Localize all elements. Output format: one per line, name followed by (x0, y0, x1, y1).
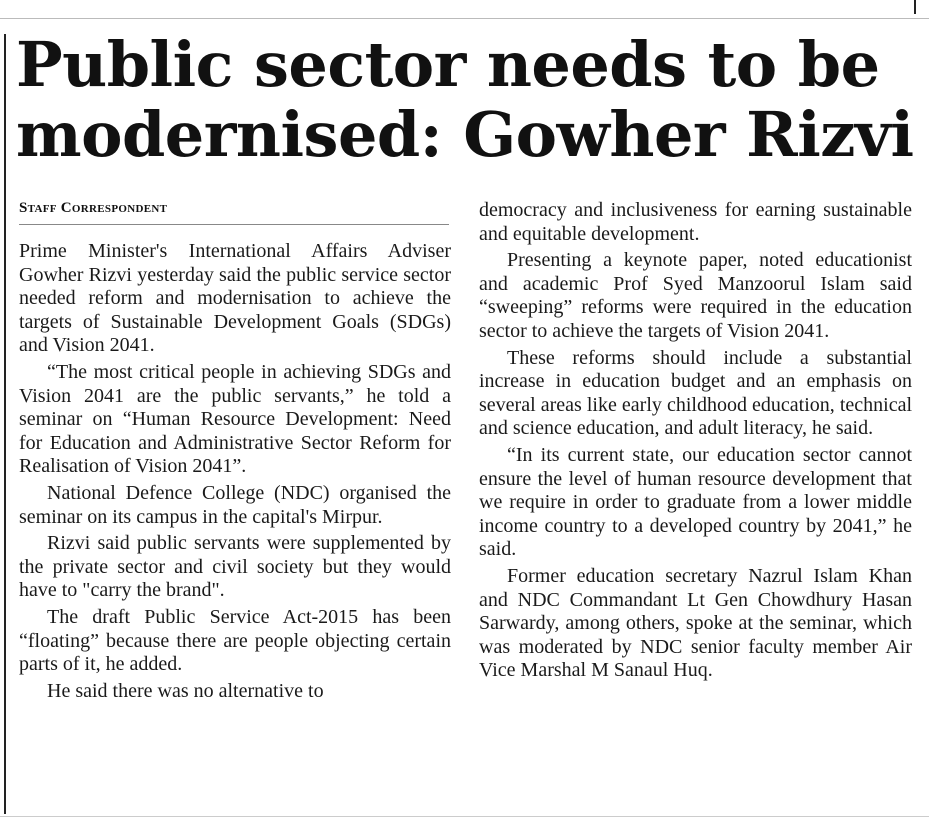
paragraph: Presenting a keynote paper, noted educationist and academic Prof Syed Manzoorul Islam said “sweeping” reforms were required in the education sector to achieve the targets of Vision 2041. (479, 249, 912, 342)
paragraph: democracy and inclusiveness for earning sustainable and equitable development. (479, 199, 912, 245)
paragraph: “In its current state, our education sector cannot ensure the level of human resource development that we require in order to graduate from a lower middle income country to a developed country by 2041,” he said. (479, 443, 912, 561)
headline-line-2: modernised: Gowher Rizvi (16, 98, 914, 171)
paragraph: Rizvi said public servants were supplemented by the private sector and civil society but they would have to "carry the brand". (19, 532, 451, 602)
headline-line-1: Public sector needs to be (16, 28, 880, 101)
byline: Staff Correspondent (19, 200, 168, 216)
article-column-1 (19, 240, 451, 703)
headline (16, 30, 916, 170)
paragraph: These reforms should include a substantial increase in education budget and an emphasis on several areas like early childhood education, technical and science education, and adult literacy, he said. (479, 346, 912, 440)
paragraph: Former education secretary Nazrul Islam Khan and NDC Commandant Lt Gen Chowdhury Hasan Sarwardy, among others, spoke at the seminar, which was moderated by NDC senior faculty member Air Vice Marshal M Sanaul Huq. (479, 564, 912, 682)
bottom-rule (0, 816, 929, 817)
paragraph: National Defence College (NDC) organised the seminar on its campus in the capital's Mirpur. (19, 481, 451, 528)
left-column-rule (4, 34, 6, 814)
paragraph: The draft Public Service Act-2015 has been “floating” because there are people objecting certain parts of it, he added. (19, 605, 451, 676)
paragraph: Prime Minister's International Affairs Adviser Gowher Rizvi yesterday said the public service sector needed reform and modernisation to achieve the targets of Sustainable Development Goals (SDGs) and Vision 2041. (19, 240, 451, 357)
article-column-2 (479, 199, 912, 683)
paragraph: He said there was no alternative to (47, 679, 324, 702)
byline-rule (19, 224, 449, 225)
paragraph: “The most critical people in achieving SDGs and Vision 2041 are the public servants,” he told a seminar on “Human Resource Development: Need for Education and Administrative Sector Reform for Realisation of Vision 2041”. (19, 360, 451, 478)
right-edge-rule (914, 0, 916, 14)
top-rule (0, 18, 929, 19)
